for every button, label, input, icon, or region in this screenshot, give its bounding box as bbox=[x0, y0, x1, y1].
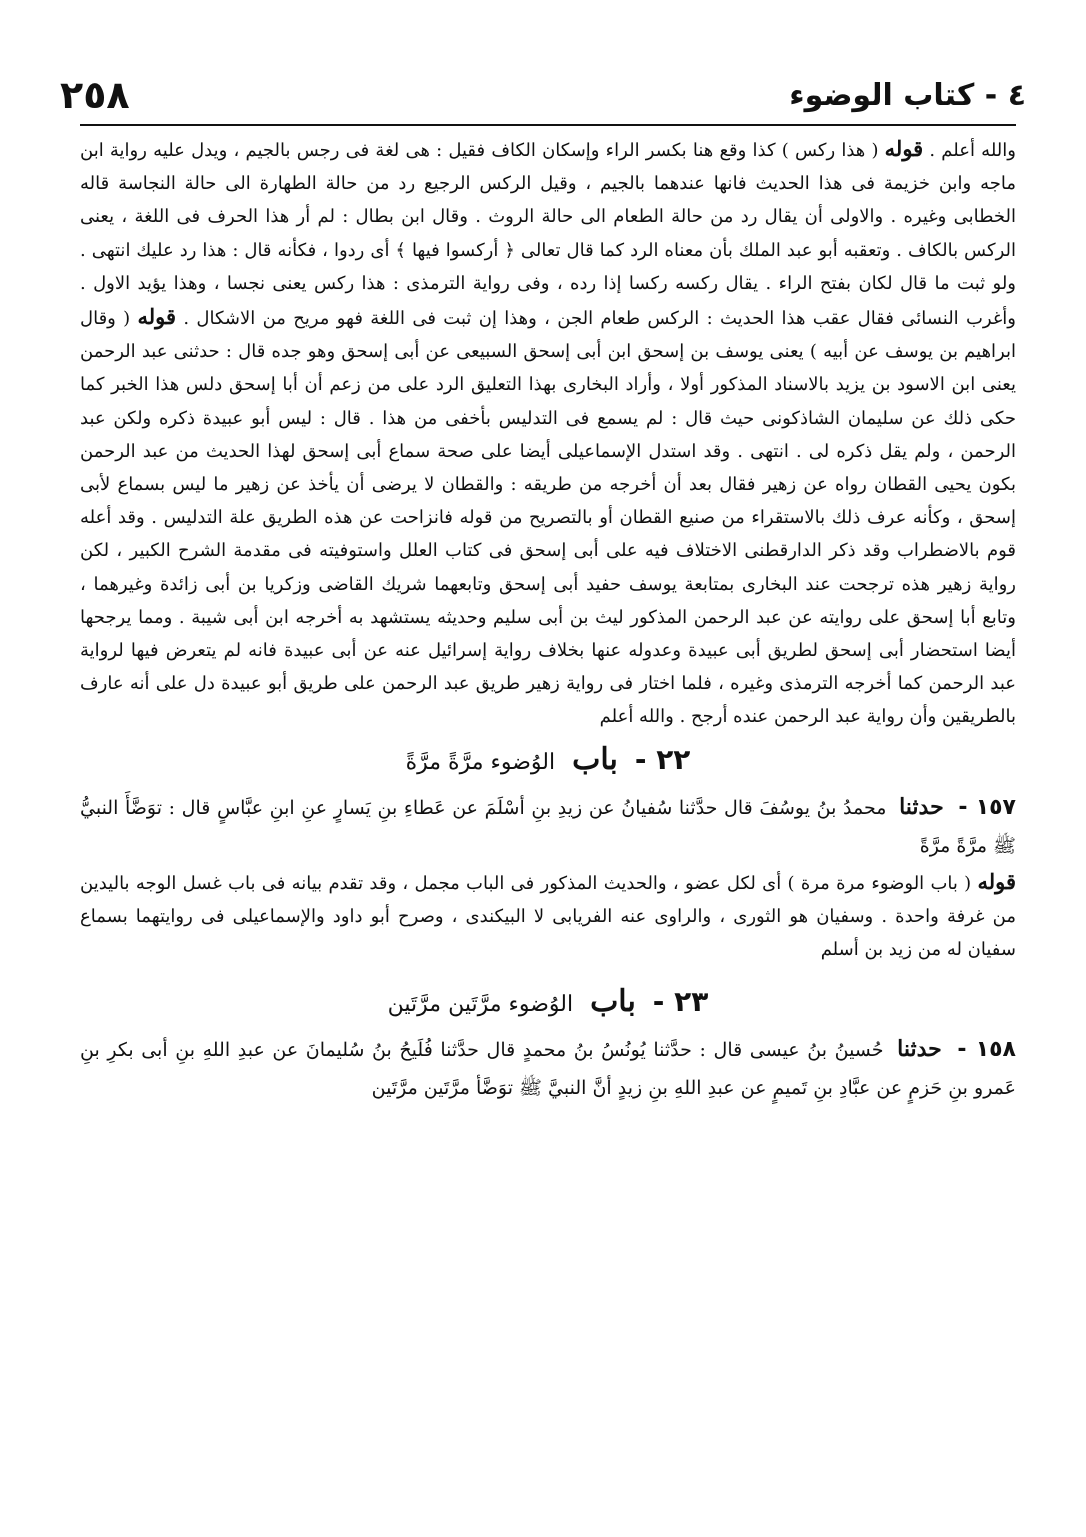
hadith-number: ١٥٨ - bbox=[957, 1037, 1016, 1063]
chapter-heading-23 bbox=[80, 980, 1016, 1027]
hadith-text: حُسينُ بنُ عيسى قال : حدَّثنا يُونُسُ بنُ محمدٍ قال حدَّثنا فُلَيحُ بنُ سُليمانَ عن عبدِ اللهِ بنِ أبى بكرِ بنِ عَمرو بنِ حَزمٍ عن عبَّادِ بنِ تَميمٍ عن عبدِ اللهِ بنِ زيدٍ أنَّ النبيَّ ﷺ توَضَّأ مرَّتَين مرَّتَين bbox=[80, 1039, 1016, 1100]
chapter-number: ٢٣ - bbox=[652, 985, 709, 1019]
page-number: ٢٥٨ bbox=[60, 73, 130, 117]
hadith-text: محمدُ بنُ يوسُفَ قال حدَّثنا سُفيانُ عن زيدِ بنِ أسْلَمَ عن عَطاءِ بنِ يَسارٍ عنِ ابنِ عبَّاسٍ قال : توَضَّأَ النبيُّ ﷺ مرَّةً مرَّةً bbox=[80, 796, 1016, 857]
hadith-number: ١٥٧ - bbox=[958, 794, 1016, 820]
qawluh-marker: قوله bbox=[977, 868, 1016, 894]
paragraph-text: ( وقال ابراهيم بن يوسف عن أبيه ) يعنى يوسف بن إسحق ابن أبى إسحق السبيعى عن أبى إسحق وهو جده قال : حدثنى عبد الرحمن يعنى ابن الاسود بن يزيد بالاسناد المذكور أولا ، وأراد البخارى بهذا التعليق الرد على من زعم أن أبا إسحق دلس هذا الخبر كما حكى ذلك عن سليمان الشاذكونى حيث قال : لم يسمع فى التدليس بأخفى من هذا . قال : ليس أبو عبيدة ذكره ولكن عبد الرحمن ، ولم يقل ذكره لى . انتهى . وقد استدل الإسماعيلى أيضا على صحة سماع أبى إسحق لهذا الحديث من عبد الرحمن بكون يحيى القطان رواه عن زهير فقال بعد أن أخرجه من طريقه : والقطان لا يرضى أن يأخذ عن زهير ما ليس بسماع لأبى إسحق ، وكأنه عرف ذلك بالاستقراء من صنيع القطان أو بالتصريح من قوله فانزاحت عن هذه الطريق علة التدليس . وقد أعله قوم بالاضطراب وقد ذكر الدارقطنى الاختلاف فيه على أبى إسحق فى كتاب العلل واستوفيته فى مقدمة الشرح الكبير ، لكن رواية زهير هذه ترجحت عند البخارى بمتابعة يوسف حفيد أبى إسحق وتابعهما شريك القاضى وزكريا بن أبى زائدة وغيرهما ، وتابع أبا إسحق على روايته عن عبد الرحمن المذكور ليث بن أبى سليم وحديثه يستشهد به أخرجه ابن أبى شيبة . ومما يرجحها أيضا استحضار أبى إسحق لطريق أبى عبيدة وعدوله عنها بخلاف رواية إسرائيل عنه عن أبى عبيدة فانه لم يتعرض فيها لرواية عبد الرحمن كما أخرجه الترمذى وغيره ، فلما اختار فى رواية زهير طريق عبد الرحمن على طريق أبو عبيدة دل على أنه عارف بالطريقين وأن رواية عبد الرحمن عنده أرجح . والله أعلم bbox=[80, 308, 1017, 728]
body-text bbox=[80, 132, 1016, 1107]
commentary-paragraph-1 bbox=[80, 132, 1016, 734]
paragraph-text: ( باب الوضوء مرة مرة ) أى لكل عضو ، والحديث المذكور فى الباب مجمل ، وقد تقدم بيانه فى باب غسل الوجه باليدين من غرفة واحدة . وسفيان هو الثورى ، والراوى عنه الفريابى لا البيكندى ، وصرح أبو داود والإسماعيلى فى روايتهما بسماع سفيان له من زيد بن أسلم bbox=[80, 872, 1016, 961]
header-rule bbox=[80, 124, 1016, 126]
spacer bbox=[80, 966, 1016, 976]
hadith-158 bbox=[80, 1029, 1016, 1107]
qawluh-marker: قوله bbox=[137, 304, 177, 330]
chapter-heading-title: الوُضوء مرَّةً مرَّةً bbox=[405, 749, 556, 775]
bab-word: باب bbox=[590, 984, 636, 1020]
chapter-number: ٢٢ - bbox=[634, 742, 691, 776]
chapter-heading-title: الوُضوء مرَّتَين مرَّتَين bbox=[387, 992, 574, 1018]
running-header bbox=[60, 70, 1026, 120]
haddathana-word: حدثنا bbox=[899, 793, 944, 820]
hadith-157 bbox=[80, 787, 1016, 865]
paragraph-lead: والله أعلم . bbox=[929, 140, 1016, 161]
bab-word: باب bbox=[572, 741, 618, 777]
haddathana-word: حدثنا bbox=[897, 1036, 942, 1063]
chapter-heading-22 bbox=[80, 738, 1016, 785]
commentary-paragraph-157 bbox=[80, 865, 1016, 967]
chapter-title: ٤ - كتاب الوضوء bbox=[789, 77, 1026, 113]
paragraph-text: ( هذا ركس ) كذا وقع هنا بكسر الراء وإسكان الكاف فقيل : هى لغة فى رجس بالجيم ، ويدل عليه رواية ابن ماجه وابن خزيمة فى هذا الحديث فانها عندهما بالجيم ، وقيل الركس الرجيع رد من حالة الطهارة الى حالة النجاسة قاله الخطابى وغيره . والاولى أن يقال رد من حالة الطعام الى حالة الروث . وقال ابن بطال : لم أر هذا الحرف فى اللغة ، يعنى الركس بالكاف . وتعقبه أبو عبد الملك بأن معناه الرد كما قال تعالى ﴿ أركسوا فيها ﴾ أى ردوا ، فكأنه قال : هذا رد عليك انتهى . ولو ثبت ما قال لكان بفتح الراء . يقال ركسه ركسا إذا رده ، وفى رواية الترمذى : هذا ركس يعنى نجسا ، وهذا يؤيد الاول . وأغرب النسائى فقال عقب هذا الحديث : الركس طعام الجن ، وهذا إن ثبت فى اللغة فهو مريح من الاشكال . bbox=[80, 140, 1016, 330]
qawluh-marker: قوله bbox=[884, 136, 924, 161]
